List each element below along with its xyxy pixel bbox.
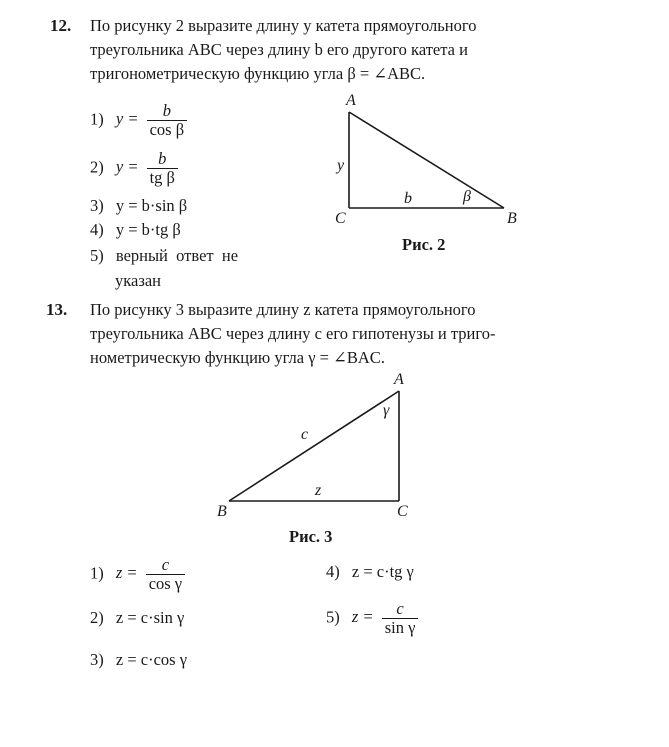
fraction-denominator: cos β [147, 120, 188, 139]
figure-2-label-a: A [346, 92, 356, 109]
problem-13-line-3: нометрическую функцию угла γ = ∠BAC. [90, 348, 385, 367]
option-text: z = c·cos γ [115, 650, 187, 669]
figure-2-caption: Рис. 2 [402, 235, 446, 254]
figure-2-label-y: y [337, 157, 345, 174]
problem-13-option-3 [90, 650, 187, 670]
option-fraction [146, 556, 185, 593]
figure-3-label-z: z [315, 482, 322, 499]
option-text: y = b·tg β [115, 220, 181, 239]
fraction-numerator: c [161, 555, 170, 574]
figure-3-label-c: C [397, 503, 408, 520]
fraction-numerator: b [162, 101, 171, 120]
option-number: 1) [90, 563, 104, 583]
option-number: 1) [90, 109, 104, 129]
option-number: 3) [90, 650, 104, 669]
problem-13-option-4 [326, 562, 414, 582]
figure-2-label-b: B [507, 210, 517, 227]
fraction-denominator: sin γ [382, 618, 419, 637]
fraction-denominator: tg β [147, 168, 178, 187]
problem-13-line-2: треугольника ABC через длину c его гипотенузы и триго- [90, 324, 496, 343]
option-number: 5) [90, 246, 104, 265]
problem-13-line-1: По рисунку 3 выразите длину z катета прямоугольного [90, 300, 476, 319]
option-number: 4) [326, 562, 340, 581]
option-number: 3) [90, 196, 104, 215]
figure-3-caption: Рис. 3 [289, 527, 333, 546]
option-number: 4) [90, 220, 104, 239]
option-text: y = b·sin β [115, 196, 188, 215]
option-lhs: z = [115, 563, 138, 583]
figure-2-label-beta: β [463, 188, 471, 205]
option-number: 5) [326, 607, 340, 627]
option-text: z = c·tg γ [351, 562, 414, 581]
figure-3-label-a: A [394, 371, 404, 388]
option-lhs: y = [115, 109, 139, 129]
figure-3-label-gamma: γ [383, 402, 390, 419]
problem-13-option-5 [326, 600, 418, 637]
figure-2-label-c: C [335, 210, 346, 227]
problem-13-number: 13. [46, 300, 68, 319]
option-text: верный ответ не [115, 246, 239, 265]
problem-12-option-5-continued: указан [115, 271, 162, 290]
fraction-denominator: cos γ [146, 574, 185, 593]
problem-12-number: 12. [50, 16, 72, 35]
option-number: 2) [90, 157, 104, 177]
hypotenuse-ab [349, 112, 504, 208]
fraction-numerator: c [396, 599, 404, 618]
hypotenuse-ab-fig3 [229, 391, 399, 501]
option-lhs: y = [115, 157, 139, 177]
problem-12-line-2: треугольника ABC через длину b его другого катета и [90, 40, 468, 59]
figure-3-label-b: B [217, 503, 227, 520]
problem-12-line-3: тригонометрическую функцию угла β = ∠ABC. [90, 64, 426, 83]
option-number: 2) [90, 608, 104, 627]
problem-13-option-1 [90, 556, 185, 593]
figure-2-label-b-side: b [404, 190, 412, 207]
problem-12-line-1: По рисунку 2 выразите длину y катета прямоугольного [90, 16, 477, 35]
problem-13-option-2 [90, 608, 184, 628]
fraction-numerator: b [158, 149, 167, 168]
option-lhs: z = [351, 607, 374, 627]
option-text: z = c·sin γ [115, 608, 185, 627]
figure-3-label-c-side: c [301, 426, 309, 443]
option-fraction [382, 600, 419, 637]
